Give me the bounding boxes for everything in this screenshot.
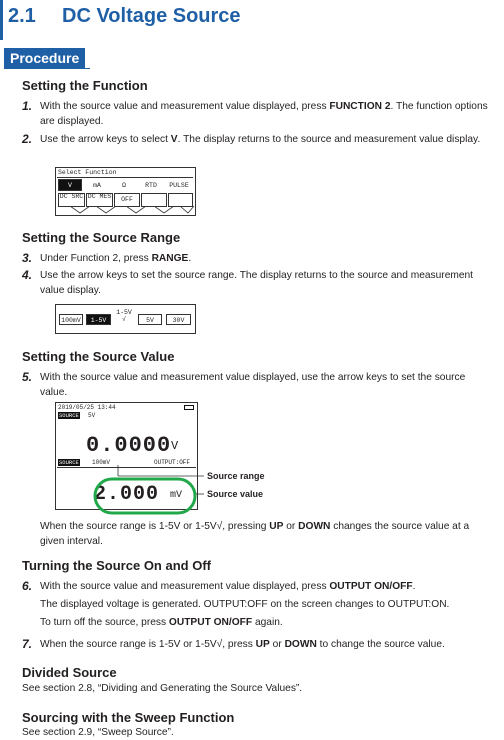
- lcd-source-value-unit: mV: [170, 490, 183, 501]
- step-number-4: 4.: [22, 268, 33, 282]
- lcd-mode-badge-2: SOURCE: [59, 459, 79, 466]
- step-6-line-2: The displayed voltage is generated. OUTPUT:OFF on the screen changes to OUTPUT:ON.: [40, 599, 450, 610]
- step-6-line-3: To turn off the source, press OUTPUT ON/OFF again.: [40, 617, 283, 628]
- lcd-range-select: [55, 304, 196, 334]
- procedure-badge: Procedure: [4, 48, 85, 68]
- range-option-1-5v: 1-5V: [86, 314, 111, 325]
- lcd-range-top: 5V: [88, 412, 96, 419]
- softkey-pointer-lines: [56, 206, 195, 215]
- step-1-text: With the source value and measurement value displayed, press FUNCTION 2. The function options are displayed.: [40, 101, 488, 127]
- lcd-main-reading: 0.0000: [86, 433, 172, 458]
- procedure-rule: [4, 68, 90, 69]
- lcd-output-status: OUTPUT:OFF: [154, 459, 191, 466]
- battery-icon: [184, 405, 194, 410]
- function-option-off: OFF: [114, 193, 140, 207]
- range-option-5v: 5V: [138, 314, 162, 325]
- range-option-100mv: 100mV: [59, 314, 83, 325]
- lcd-source-value: 2.000: [94, 483, 160, 506]
- heading-divided-source: Divided Source: [22, 665, 117, 680]
- step-number-7: 7.: [22, 637, 33, 651]
- range-option-30v: 30V: [166, 314, 191, 325]
- step-2-text: Use the arrow keys to select V. The display returns to the source and measurement value display.: [40, 134, 481, 145]
- step-number-3: 3.: [22, 251, 33, 265]
- step-number-1: 1.: [22, 99, 33, 113]
- heading-setting-value: Setting the Source Value: [22, 349, 175, 364]
- step-7-text: When the source range is 1-5V or 1-5V√, press UP or DOWN to change the source value.: [40, 639, 445, 650]
- title-accent-bar: [0, 0, 3, 40]
- section-number: 2.1: [8, 5, 36, 27]
- source-value-note: When the source range is 1-5V or 1-5V√, pressing UP or DOWN changes the source value at a given interval.: [40, 521, 470, 547]
- step-number-5: 5.: [22, 370, 33, 384]
- step-number-2: 2.: [22, 132, 33, 146]
- heading-sweep: Sourcing with the Sweep Function: [22, 710, 235, 725]
- lcd-select-function: [55, 167, 196, 216]
- step-5-text: With the source value and measurement value displayed, use the arrow keys to set the source value.: [40, 372, 466, 398]
- heading-setting-function: Setting the Function: [22, 78, 148, 93]
- callout-graphics: [90, 465, 210, 525]
- function-option-pulse: PULSE: [169, 182, 189, 189]
- lcd-datetime: 2019/05/25 13:44: [58, 404, 116, 411]
- function-option-dc-mes: DC MES: [86, 193, 113, 207]
- step-6-text: With the source value and measurement value displayed, press OUTPUT ON/OFF.: [40, 581, 416, 592]
- function-option-dc-src: DC SRC: [58, 193, 85, 207]
- heading-setting-range: Setting the Source Range: [22, 230, 181, 245]
- heading-on-off: Turning the Source On and Off: [22, 558, 211, 573]
- range-option-1-5v-root: 1-5V √: [116, 309, 132, 323]
- divided-source-text: See section 2.8, “Dividing and Generating the Source Values”.: [22, 683, 303, 694]
- step-3-text: Under Function 2, press RANGE.: [40, 253, 192, 264]
- callout-source-value: Source value: [207, 489, 264, 499]
- lcd-mode-badge: SOURCE: [59, 412, 79, 419]
- step-number-6: 6.: [22, 579, 33, 593]
- lcd-source-range: 100mV: [92, 459, 111, 466]
- lcd-select-function-title: Select Function: [58, 169, 117, 176]
- callout-source-range: Source range: [207, 471, 265, 481]
- lcd-divider: [57, 177, 193, 178]
- function-option-ohm: Ω: [122, 182, 126, 189]
- function-option-rtd: RTD: [145, 182, 157, 189]
- function-option-v: V: [58, 179, 82, 191]
- function-option-empty-2: [168, 193, 193, 207]
- step-4-text: Use the arrow keys to set the source range. The display returns to the source and measurement value display.: [40, 270, 474, 296]
- lcd-main-reading-unit: V: [171, 439, 179, 453]
- function-option-ma: mA: [93, 182, 101, 189]
- page-title: DC Voltage Source: [62, 5, 241, 27]
- function-option-empty-1: [141, 193, 167, 207]
- sweep-text: See section 2.9, “Sweep Source”.: [22, 727, 174, 738]
